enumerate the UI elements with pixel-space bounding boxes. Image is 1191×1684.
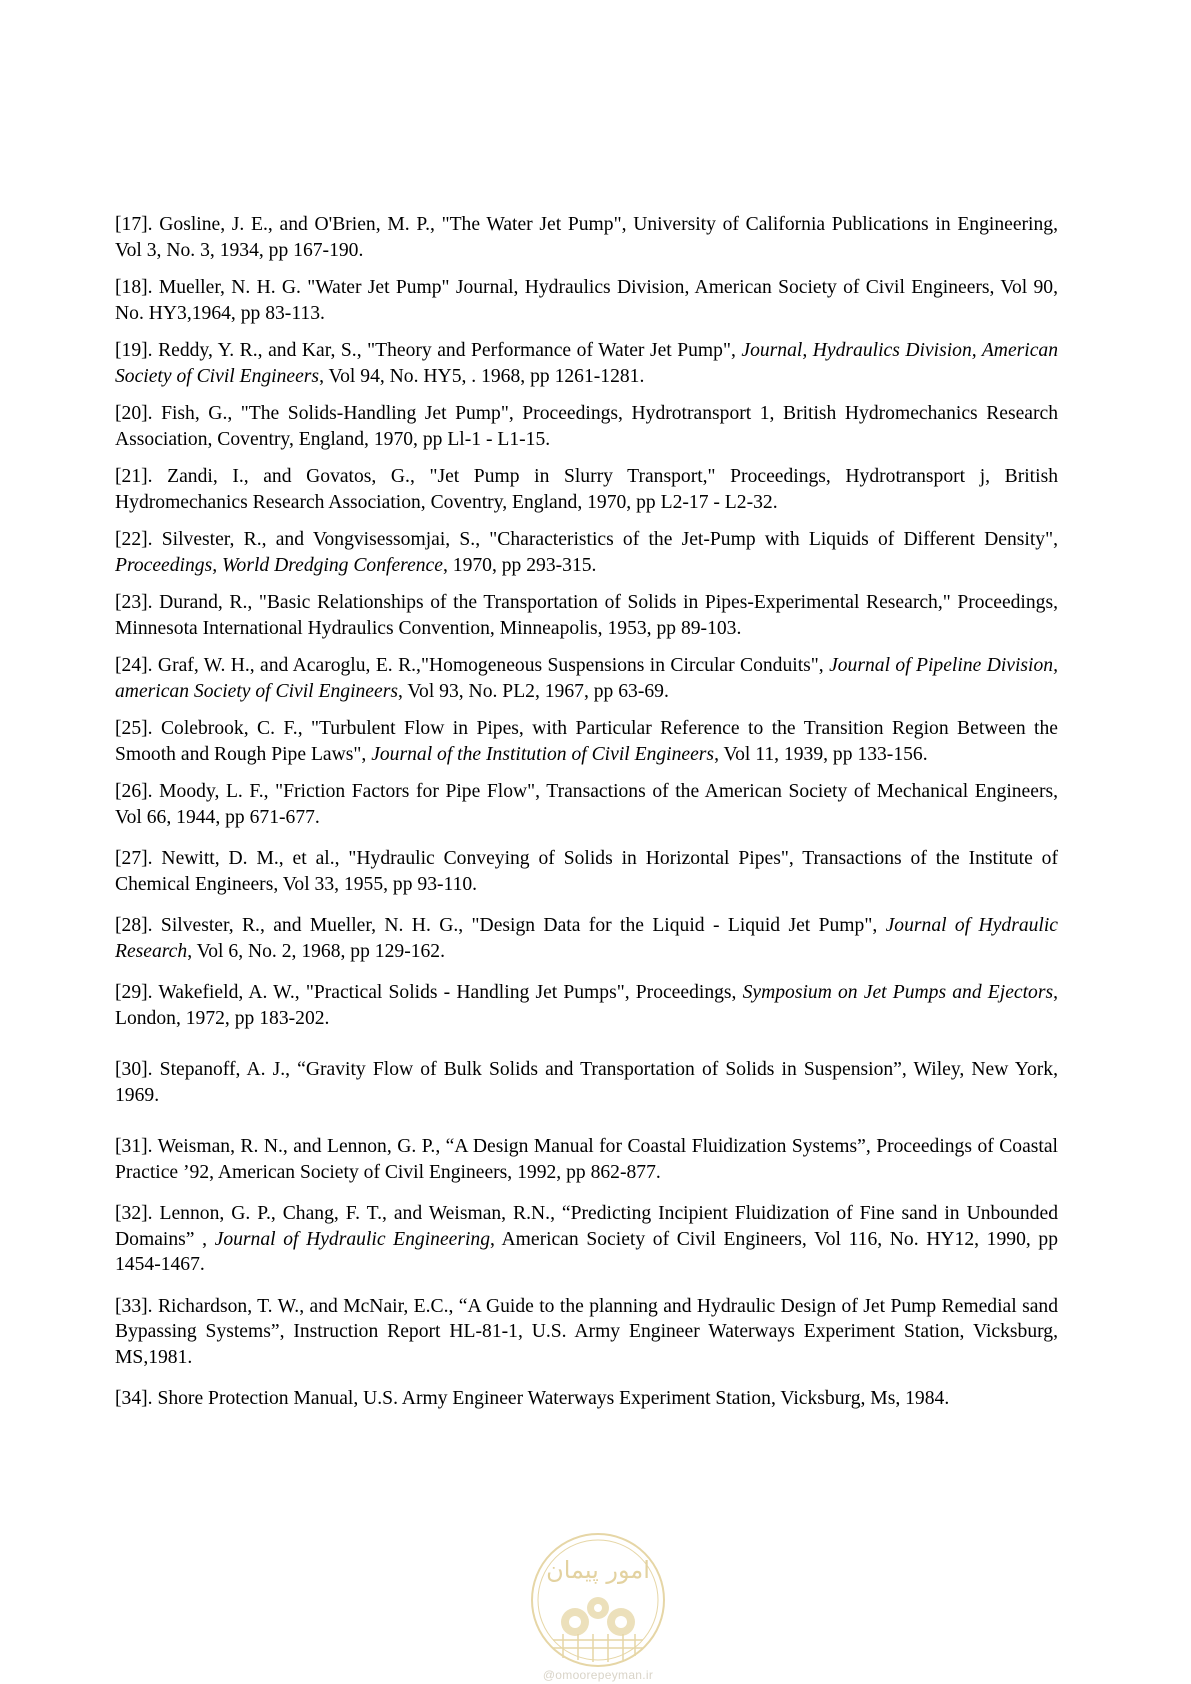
reference-entry [115,527,1058,578]
reference-entry [115,1201,1058,1278]
reference-text: , London, 1972, pp 183-202. [115,982,1058,1029]
reference-text: [26]. Moody, L. F., "Friction Factors for Pipe Flow", Transactions of the American Society of Mechanical Engineers, Vol 66, 1944, pp 671-677. [115,781,1058,828]
reference-text: , Vol 11, 1939, pp 133-156. [714,743,928,765]
reference-list [115,212,1058,1424]
reference-journal-title: Journal, Hydraulics Division, American Society of Civil Engineers [115,340,1058,387]
reference-text: , 1970, pp 293-315. [442,554,597,576]
reference-text: , Vol 93, No. PL2, 1967, pp 63-69. [397,680,669,702]
reference-entry [115,464,1058,515]
reference-journal-title: Journal of the Institution of Civil Engineers [371,743,715,765]
reference-text: [20]. Fish, G., "The Solids-Handling Jet Pump", Proceedings, Hydrotransport 1, British Hydromechanics Research Association, Coventry, England, 1970, pp Ll-1 - L1-15. [115,403,1058,450]
reference-entry [115,401,1058,452]
reference-text: , Vol 6, No. 2, 1968, pp 129-162. [187,940,446,962]
reference-entry [115,653,1058,704]
reference-entry [115,1057,1058,1108]
reference-entry [115,338,1058,389]
reference-text: , American Society of Civil Engineers, Vol 116, No. HY12, 1990, pp 1454-1467. [115,1228,1058,1275]
watermark-handle: @omoorepeyman.ir [542,1668,654,1682]
reference-text: [24]. Graf, W. H., and Acaroglu, E. R.,"Homogeneous Suspensions in Circular Conduits", [115,655,830,676]
reference-journal-title: Journal of Pipeline Division, american Society of Civil Engineers [115,655,1058,702]
reference-entry [115,846,1058,897]
watermark-seal-icon [523,1530,673,1670]
reference-text: [34]. Shore Protection Manual, U.S. Army Engineer Waterways Experiment Station, Vicksburg, Ms, 1984. [115,1388,950,1409]
reference-text: [23]. Durand, R., "Basic Relationships of the Transportation of Solids in Pipes-Experimental Research," Proceedings, Minnesota International Hydraulics Convention, Minneapolis, 1953, pp 89-103. [115,592,1058,639]
watermark-logo [523,1530,673,1684]
reference-entry [115,716,1058,767]
reference-text: [31]. Weisman, R. N., and Lennon, G. P., “A Design Manual for Coastal Fluidization Systems”, Proceedings of Coastal Practice ’92, American Society of Civil Engineers, 1992, pp 862-877. [115,1136,1058,1183]
reference-entry [115,1294,1058,1371]
reference-entry [115,275,1058,326]
reference-text: [18]. Mueller, N. H. G. "Water Jet Pump" Journal, Hydraulics Division, American Society of Civil Engineers, Vol 90, No. HY3,1964, pp 83-113. [115,277,1058,324]
reference-entry [115,1134,1058,1185]
reference-entry [115,590,1058,641]
reference-text: [17]. Gosline, J. E., and O'Brien, M. P., "The Water Jet Pump", University of California Publications in Engineering, Vol 3, No. 3, 1934, pp 167-190. [115,214,1058,261]
reference-text: [30]. Stepanoff, A. J., “Gravity Flow of Bulk Solids and Transportation of Solids in Suspension”, Wiley, New York, 1969. [115,1059,1058,1106]
reference-text: [21]. Zandi, I., and Govatos, G., "Jet Pump in Slurry Transport," Proceedings, Hydrotransport j, British Hydromechanics Research Association, Coventry, England, 1970, pp L2-17 - L2-32. [115,466,1058,513]
reference-text: , Vol 94, No. HY5, . 1968, pp 1261-1281. [319,365,645,387]
reference-journal-title: Journal of Hydraulic Engineering [214,1228,491,1250]
reference-text: [25]. Colebrook, C. F., "Turbulent Flow in Pipes, with Particular Reference to the Transition Region Between the Smooth and Rough Pipe Laws", [115,718,1058,765]
reference-text: [29]. Wakefield, A. W., "Practical Solids - Handling Jet Pumps", Proceedings, [115,982,743,1003]
reference-entry [115,1386,1058,1412]
reference-journal-title: Proceedings, World Dredging Conference [115,554,443,576]
reference-text: [28]. Silvester, R., and Mueller, N. H. G., "Design Data for the Liquid - Liquid Jet Pump", [115,915,886,936]
reference-text: [33]. Richardson, T. W., and McNair, E.C., “A Guide to the planning and Hydraulic Design of Jet Pump Remedial sand Bypassing Systems”, Instruction Report HL-81-1, U.S. Army Engineer Waterways Experiment Station, Vicksburg, MS,1981. [115,1295,1058,1368]
reference-text: [32]. Lennon, G. P., Chang, F. T., and Weisman, R.N., “Predicting Incipient Fluidization of Fine sand in Unbounded Domains” , [115,1203,1058,1250]
watermark-logo-text: امور پیمان [546,1556,650,1584]
reference-entry [115,980,1058,1031]
reference-entry [115,779,1058,830]
reference-text: [27]. Newitt, D. M., et al., "Hydraulic Conveying of Solids in Horizontal Pipes", Transactions of the Institute of Chemical Engineers, Vol 33, 1955, pp 93-110. [115,848,1058,895]
reference-entry [115,913,1058,964]
reference-text: [22]. Silvester, R., and Vongvisessomjai, S., "Characteristics of the Jet-Pump with Liquids of Different Density", [115,529,1058,550]
reference-journal-title: Journal of Hydraulic Research [115,915,1058,962]
reference-entry [115,212,1058,263]
reference-journal-title: Symposium on Jet Pumps and Ejectors [742,982,1054,1003]
reference-text: [19]. Reddy, Y. R., and Kar, S., "Theory and Performance of Water Jet Pump", [115,340,742,361]
